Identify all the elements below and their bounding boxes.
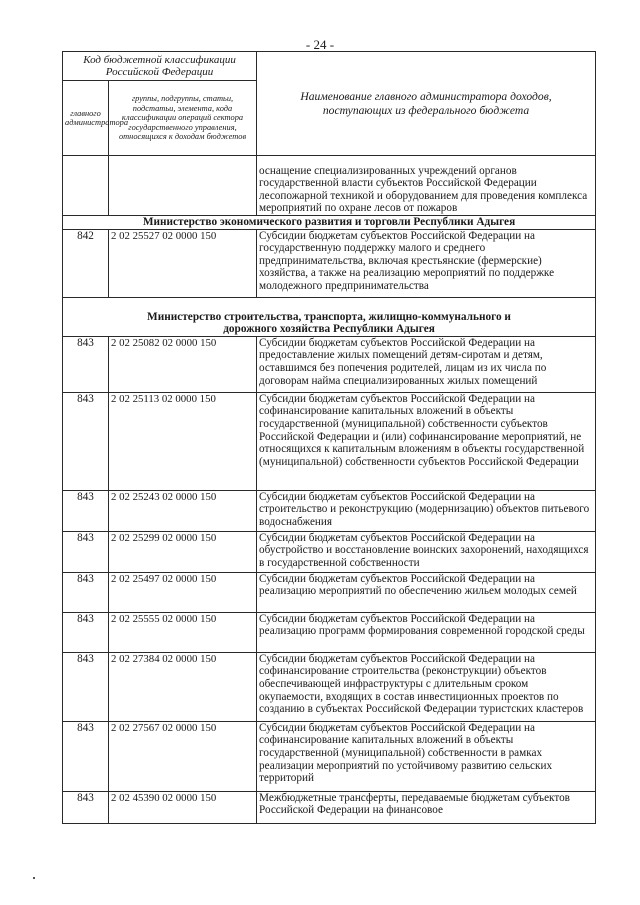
section-title: Министерство экономического развития и торговли Республики Адыгея: [63, 216, 596, 230]
table-row: [63, 531, 596, 572]
section-title: Министерство строительства, транспорта, жилищно-коммунального и дорожного хозяйства Республики Адыгея: [63, 297, 596, 336]
continuation-code-cell: [109, 156, 257, 216]
admin-code-cell: 842: [63, 229, 109, 297]
admin-code-cell: 843: [63, 612, 109, 652]
header-code-column: группы, подгруппы, статьи, подстатьи, элемента, кода классификации операций сектора государственного управления, относящихся к доходам бюджетов: [109, 81, 257, 156]
admin-code-cell: 843: [63, 721, 109, 791]
revenue-code-cell: 2 02 25555 02 0000 150: [109, 612, 257, 652]
header-name-column: [257, 52, 596, 156]
header-row-top: [63, 52, 596, 81]
header-name-text: Наименование главного администратора доходов, поступающих из федерального бюджета: [300, 90, 552, 117]
admin-code-cell: 843: [63, 336, 109, 392]
table-row: [63, 791, 596, 823]
revenue-code-cell: 2 02 27567 02 0000 150: [109, 721, 257, 791]
continuation-row: [63, 156, 596, 216]
table-row: [63, 721, 596, 791]
revenue-name-cell: Субсидии бюджетам субъектов Российской Федерации на обустройство и восстановление воинских захоронений, находящихся в государственной собственности: [257, 531, 596, 572]
revenue-name-cell: Субсидии бюджетам субъектов Российской Федерации на строительство и реконструкцию (модернизацию) объектов питьевого водоснабжения: [257, 490, 596, 531]
admin-code-cell: 843: [63, 392, 109, 490]
table-row: [63, 612, 596, 652]
admin-code-cell: 843: [63, 572, 109, 612]
revenue-name-cell: Субсидии бюджетам субъектов Российской Федерации на реализацию программ формирования современной городской среды: [257, 612, 596, 652]
header-admin-column: главного администратора: [63, 81, 109, 156]
revenue-code-cell: 2 02 25527 02 0000 150: [109, 229, 257, 297]
revenue-name-cell: Субсидии бюджетам субъектов Российской Федерации на государственную поддержку малого и среднего предпринимательства, включая крестьянские (фермерские) хозяйства, а также на реализацию мероприятий по поддержке молодежного предпринимательства: [257, 229, 596, 297]
revenue-name-cell: Субсидии бюджетам субъектов Российской Федерации на предоставление жилых помещений детям-сиротам и детям, оставшимся без попечения родителей, лицам из их числа по договорам найма специализированных жилых помещений: [257, 336, 596, 392]
table-row: [63, 572, 596, 612]
table-row: [63, 490, 596, 531]
header-code-group: Код бюджетной классификации Российской Федерации: [63, 52, 257, 81]
revenue-code-cell: 2 02 25299 02 0000 150: [109, 531, 257, 572]
revenue-code-cell: 2 02 25497 02 0000 150: [109, 572, 257, 612]
revenue-name-cell: Субсидии бюджетам субъектов Российской Федерации на софинансирование капитальных вложений в объекты государственной (муниципальной) собственности в рамках реализации мероприятий по устойчивому развитию сельских территорий: [257, 721, 596, 791]
section-row: [63, 297, 596, 336]
admin-code-cell: 843: [63, 531, 109, 572]
table-row: [63, 336, 596, 392]
page-number: - 24 -: [305, 37, 335, 52]
revenue-name-cell: Субсидии бюджетам субъектов Российской Федерации на софинансирование строительства (реконструкции) объектов обеспечивающей инфраструктуры с длительным сроком окупаемости, входящих в состав инвестиционных проектов по созданию в субъектах Российской Федерации туристских кластеров: [257, 652, 596, 721]
continuation-name-cell: оснащение специализированных учреждений органов государственной власти субъектов Российской Федерации лесопожарной техникой и оборудованием для проведения комплекса мероприятий по охране лесов от пожаров: [257, 156, 596, 216]
table-body: [63, 52, 596, 824]
admin-code-cell: 843: [63, 652, 109, 721]
section-row: [63, 216, 596, 230]
revenue-code-cell: 2 02 45390 02 0000 150: [109, 791, 257, 823]
revenue-name-cell: Межбюджетные трансферты, передаваемые бюджетам субъектов Российской Федерации на финансовое: [257, 791, 596, 823]
revenue-code-cell: 2 02 27384 02 0000 150: [109, 652, 257, 721]
continuation-admin-cell: [63, 156, 109, 216]
revenue-code-cell: 2 02 25082 02 0000 150: [109, 336, 257, 392]
admin-code-cell: 843: [63, 490, 109, 531]
table-row: [63, 392, 596, 490]
revenue-code-cell: 2 02 25243 02 0000 150: [109, 490, 257, 531]
revenue-code-cell: 2 02 25113 02 0000 150: [109, 392, 257, 490]
revenue-name-cell: Субсидии бюджетам субъектов Российской Федерации на софинансирование капитальных вложений в объекты государственной (муниципальной) собственности субъектов Российской Федерации и (или) софинансирование мероприятий, не относящихся к капитальным вложениям в объекты государственной (муниципальной) собственности субъектов Российской Федерации: [257, 392, 596, 490]
revenue-name-cell: Субсидии бюджетам субъектов Российской Федерации на реализацию мероприятий по обеспечению жильем молодых семей: [257, 572, 596, 612]
admin-code-cell: 843: [63, 791, 109, 823]
scan-speck: [33, 877, 35, 879]
table-row: [63, 652, 596, 721]
table-row: [63, 229, 596, 297]
budget-classification-table: [62, 51, 596, 824]
